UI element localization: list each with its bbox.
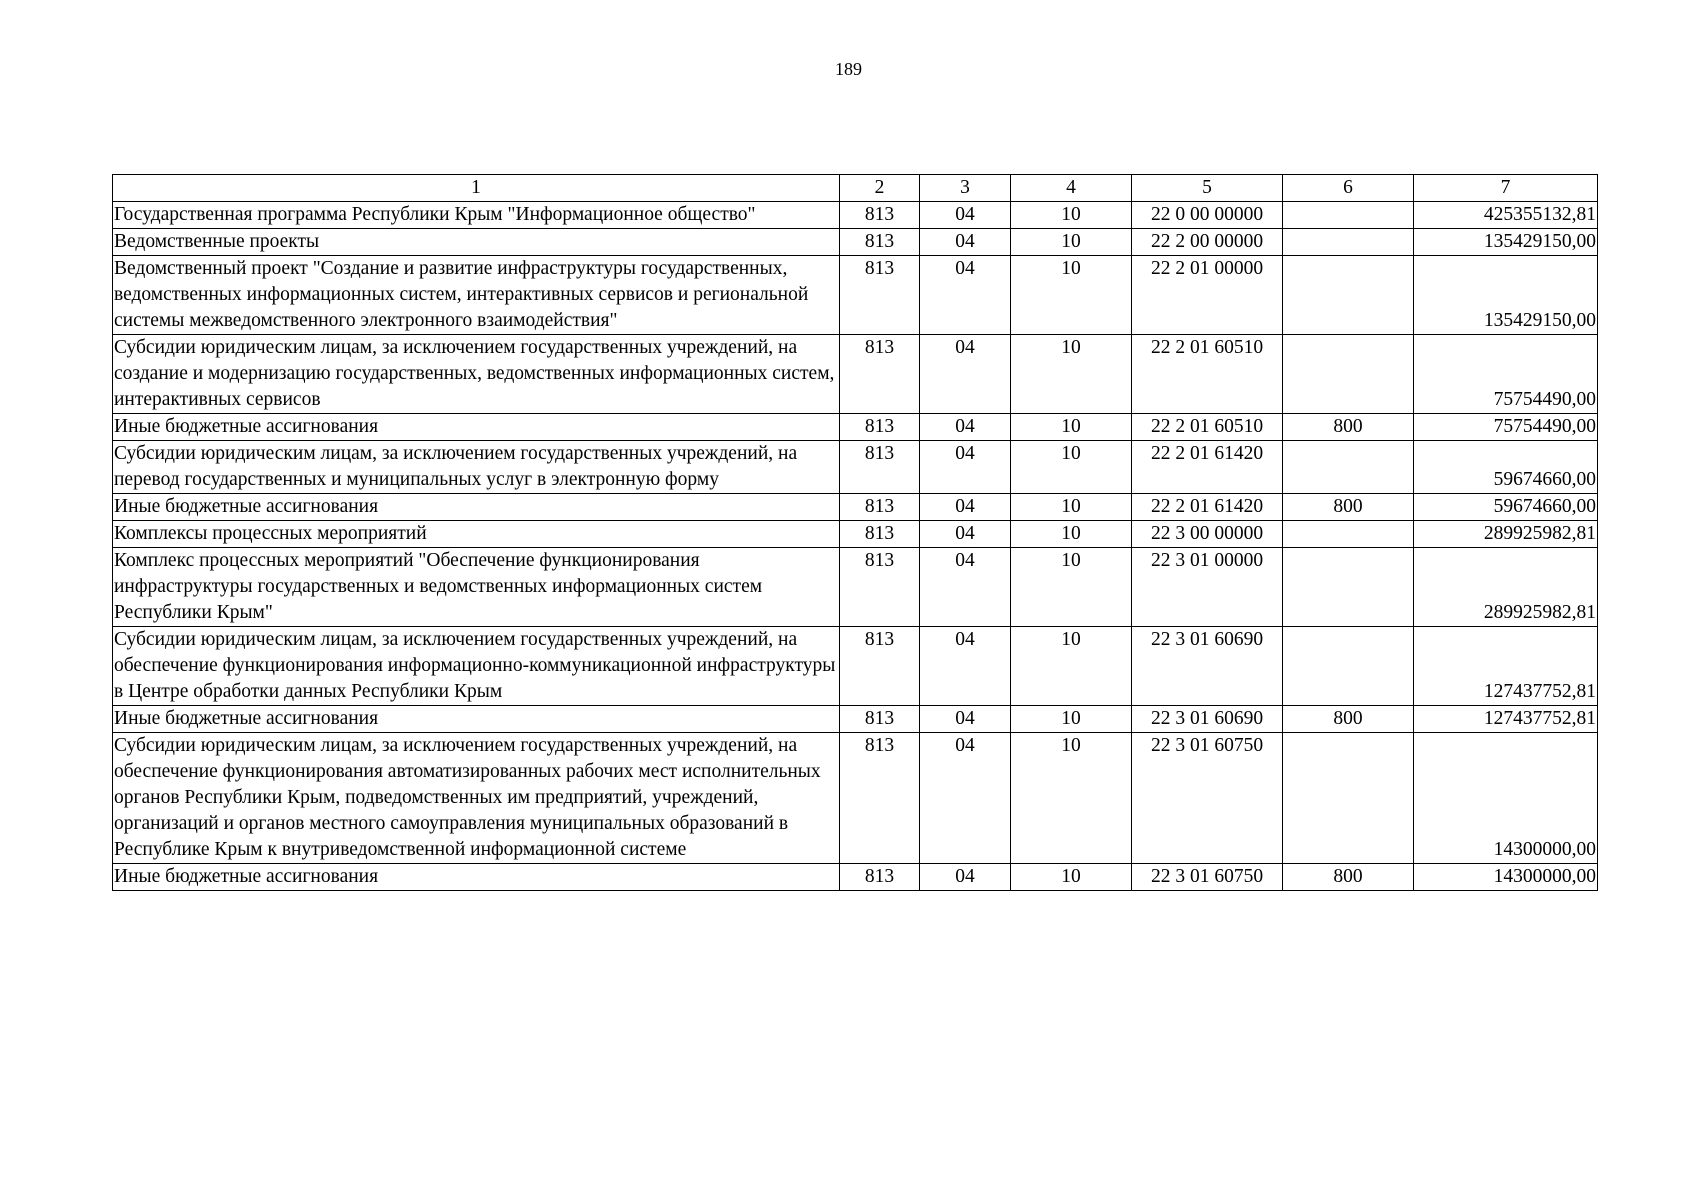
table-row bbox=[113, 733, 1598, 864]
header-cell-2: 2 bbox=[840, 175, 920, 202]
cell-rz: 04 bbox=[920, 414, 1011, 441]
cell-sum: 289925982,81 bbox=[1414, 548, 1598, 627]
cell-rz: 04 bbox=[920, 441, 1011, 494]
cell-vr bbox=[1283, 229, 1414, 256]
cell-ved: 813 bbox=[840, 414, 920, 441]
cell-pr: 10 bbox=[1011, 229, 1132, 256]
table-row bbox=[113, 414, 1598, 441]
cell-vr bbox=[1283, 256, 1414, 335]
cell-vr bbox=[1283, 733, 1414, 864]
cell-name: Комплекс процессных мероприятий "Обеспечение функционирования инфраструктуры государственных и ведомственных информационных систем Республики Крым" bbox=[113, 548, 840, 627]
cell-name: Ведомственные проекты bbox=[113, 229, 840, 256]
cell-ved: 813 bbox=[840, 627, 920, 706]
table-row bbox=[113, 627, 1598, 706]
page-number: 189 bbox=[835, 59, 862, 79]
cell-pr: 10 bbox=[1011, 627, 1132, 706]
cell-sum: 289925982,81 bbox=[1414, 521, 1598, 548]
cell-vr bbox=[1283, 335, 1414, 414]
cell-sum: 75754490,00 bbox=[1414, 335, 1598, 414]
cell-rz: 04 bbox=[920, 256, 1011, 335]
cell-csr: 22 3 01 60750 bbox=[1132, 864, 1283, 891]
cell-pr: 10 bbox=[1011, 864, 1132, 891]
cell-sum: 127437752,81 bbox=[1414, 627, 1598, 706]
cell-name: Государственная программа Республики Крым "Информационное общество" bbox=[113, 202, 840, 229]
cell-vr bbox=[1283, 202, 1414, 229]
cell-sum: 135429150,00 bbox=[1414, 256, 1598, 335]
cell-pr: 10 bbox=[1011, 335, 1132, 414]
cell-csr: 22 3 01 00000 bbox=[1132, 548, 1283, 627]
table-row bbox=[113, 521, 1598, 548]
cell-csr: 22 0 00 00000 bbox=[1132, 202, 1283, 229]
table-row bbox=[113, 256, 1598, 335]
cell-name: Ведомственный проект "Создание и развитие инфраструктуры государственных, ведомственных информационных систем, интерактивных сервисов и региональной системы межведомственного электронного взаимодействия" bbox=[113, 256, 840, 335]
cell-csr: 22 3 01 60690 bbox=[1132, 706, 1283, 733]
cell-rz: 04 bbox=[920, 521, 1011, 548]
cell-pr: 10 bbox=[1011, 521, 1132, 548]
cell-pr: 10 bbox=[1011, 706, 1132, 733]
table-row bbox=[113, 202, 1598, 229]
cell-vr: 800 bbox=[1283, 864, 1414, 891]
cell-name: Субсидии юридическим лицам, за исключением государственных учреждений, на перевод государственных и муниципальных услуг в электронную форму bbox=[113, 441, 840, 494]
table-row bbox=[113, 335, 1598, 414]
cell-ved: 813 bbox=[840, 256, 920, 335]
cell-vr: 800 bbox=[1283, 494, 1414, 521]
cell-csr: 22 3 01 60750 bbox=[1132, 733, 1283, 864]
cell-sum: 59674660,00 bbox=[1414, 494, 1598, 521]
cell-rz: 04 bbox=[920, 627, 1011, 706]
cell-name: Иные бюджетные ассигнования bbox=[113, 706, 840, 733]
cell-vr: 800 bbox=[1283, 414, 1414, 441]
cell-rz: 04 bbox=[920, 548, 1011, 627]
cell-sum: 75754490,00 bbox=[1414, 414, 1598, 441]
header-cell-3: 3 bbox=[920, 175, 1011, 202]
header-cell-4: 4 bbox=[1011, 175, 1132, 202]
cell-csr: 22 3 00 00000 bbox=[1132, 521, 1283, 548]
cell-ved: 813 bbox=[840, 441, 920, 494]
cell-csr: 22 2 01 61420 bbox=[1132, 494, 1283, 521]
cell-name: Иные бюджетные ассигнования bbox=[113, 864, 840, 891]
cell-name: Иные бюджетные ассигнования bbox=[113, 414, 840, 441]
cell-pr: 10 bbox=[1011, 441, 1132, 494]
table-row bbox=[113, 229, 1598, 256]
cell-rz: 04 bbox=[920, 335, 1011, 414]
cell-ved: 813 bbox=[840, 733, 920, 864]
cell-pr: 10 bbox=[1011, 202, 1132, 229]
cell-sum: 14300000,00 bbox=[1414, 733, 1598, 864]
cell-ved: 813 bbox=[840, 706, 920, 733]
header-cell-1: 1 bbox=[113, 175, 840, 202]
cell-csr: 22 2 00 00000 bbox=[1132, 229, 1283, 256]
cell-name: Субсидии юридическим лицам, за исключением государственных учреждений, на создание и модернизацию государственных, ведомственных информационных систем, интерактивных сервисов bbox=[113, 335, 840, 414]
cell-vr bbox=[1283, 627, 1414, 706]
cell-ved: 813 bbox=[840, 494, 920, 521]
cell-vr bbox=[1283, 548, 1414, 627]
cell-pr: 10 bbox=[1011, 733, 1132, 864]
header-row bbox=[113, 175, 1598, 202]
cell-vr: 800 bbox=[1283, 706, 1414, 733]
cell-pr: 10 bbox=[1011, 548, 1132, 627]
cell-csr: 22 3 01 60690 bbox=[1132, 627, 1283, 706]
cell-csr: 22 2 01 00000 bbox=[1132, 256, 1283, 335]
cell-name: Иные бюджетные ассигнования bbox=[113, 494, 840, 521]
cell-pr: 10 bbox=[1011, 414, 1132, 441]
cell-vr bbox=[1283, 521, 1414, 548]
table-row bbox=[113, 864, 1598, 891]
cell-rz: 04 bbox=[920, 733, 1011, 864]
cell-rz: 04 bbox=[920, 864, 1011, 891]
cell-csr: 22 2 01 61420 bbox=[1132, 441, 1283, 494]
header-cell-5: 5 bbox=[1132, 175, 1283, 202]
cell-sum: 135429150,00 bbox=[1414, 229, 1598, 256]
cell-rz: 04 bbox=[920, 706, 1011, 733]
cell-rz: 04 bbox=[920, 229, 1011, 256]
cell-ved: 813 bbox=[840, 335, 920, 414]
cell-name: Субсидии юридическим лицам, за исключением государственных учреждений, на обеспечение функционирования информационно-коммуникационной инфраструктуры в Центре обработки данных Республики Крым bbox=[113, 627, 840, 706]
table-row bbox=[113, 548, 1598, 627]
table-row bbox=[113, 494, 1598, 521]
cell-ved: 813 bbox=[840, 864, 920, 891]
cell-sum: 59674660,00 bbox=[1414, 441, 1598, 494]
cell-rz: 04 bbox=[920, 494, 1011, 521]
cell-ved: 813 bbox=[840, 229, 920, 256]
cell-name: Субсидии юридическим лицам, за исключением государственных учреждений, на обеспечение функционирования автоматизированных рабочих мест исполнительных органов Республики Крым, подведомственных им предприятий, учреждений, организаций и органов местного самоуправления муниципальных образований в Республике Крым к внутриведомственной информационной системе bbox=[113, 733, 840, 864]
cell-ved: 813 bbox=[840, 521, 920, 548]
cell-rz: 04 bbox=[920, 202, 1011, 229]
cell-ved: 813 bbox=[840, 202, 920, 229]
cell-vr bbox=[1283, 441, 1414, 494]
table-body bbox=[113, 175, 1598, 891]
cell-name: Комплексы процессных мероприятий bbox=[113, 521, 840, 548]
cell-csr: 22 2 01 60510 bbox=[1132, 414, 1283, 441]
cell-pr: 10 bbox=[1011, 256, 1132, 335]
cell-sum: 127437752,81 bbox=[1414, 706, 1598, 733]
cell-csr: 22 2 01 60510 bbox=[1132, 335, 1283, 414]
cell-ved: 813 bbox=[840, 548, 920, 627]
table-row bbox=[113, 441, 1598, 494]
budget-table bbox=[112, 174, 1598, 891]
header-cell-7: 7 bbox=[1414, 175, 1598, 202]
cell-pr: 10 bbox=[1011, 494, 1132, 521]
table-row bbox=[113, 706, 1598, 733]
cell-sum: 14300000,00 bbox=[1414, 864, 1598, 891]
cell-sum: 425355132,81 bbox=[1414, 202, 1598, 229]
header-cell-6: 6 bbox=[1283, 175, 1414, 202]
